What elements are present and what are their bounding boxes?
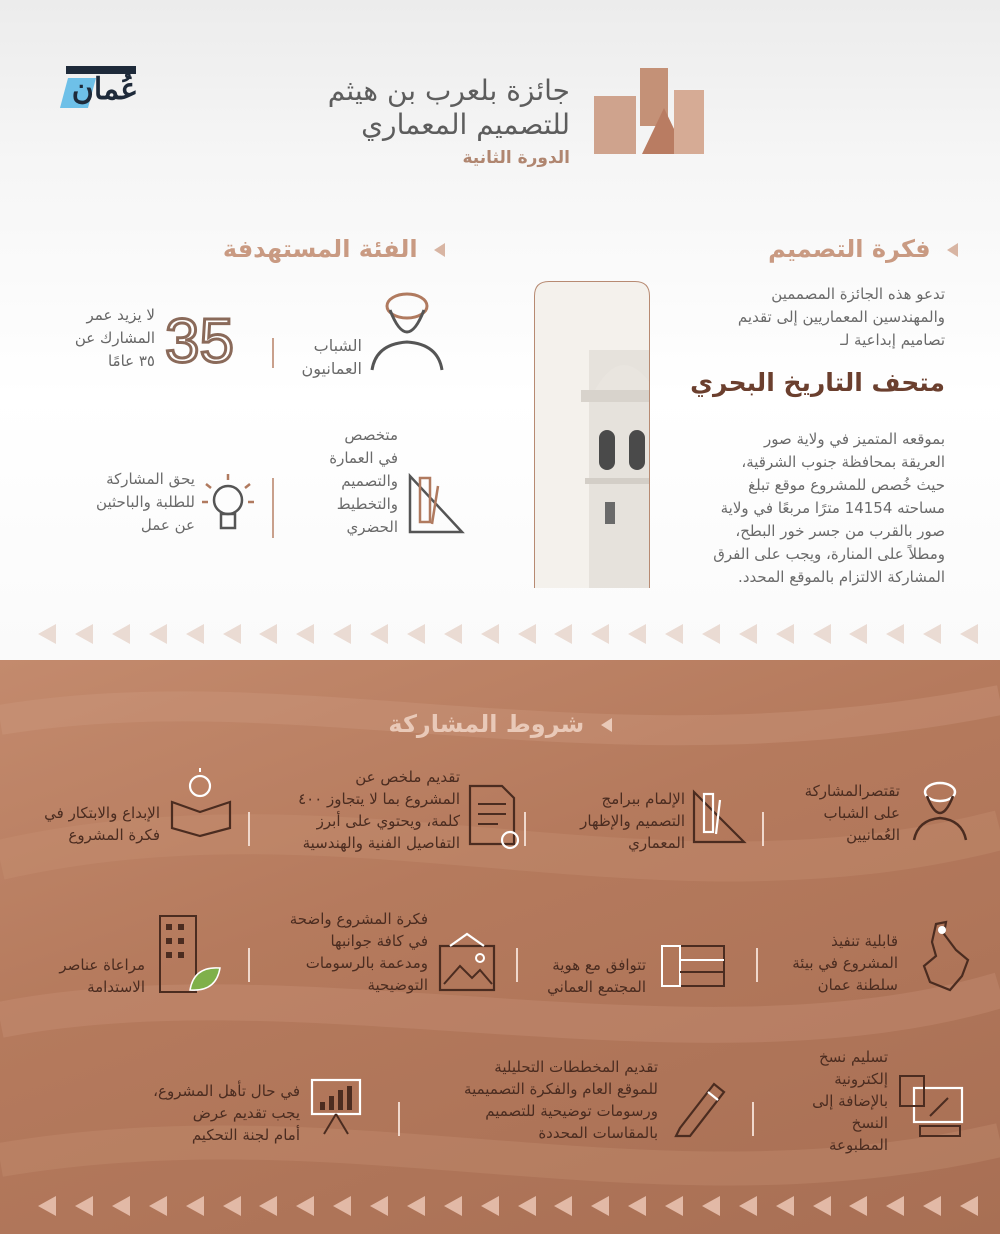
chevron-icon: [739, 624, 757, 644]
chevron-icon: [75, 624, 93, 644]
age-label: [35, 304, 155, 373]
header-edition: الدورة الثانية: [462, 148, 570, 168]
ruler-tools-icon: [692, 790, 746, 844]
condition-line: المطبوعة: [829, 1136, 888, 1154]
condition-line: تقتصرالمشاركة: [804, 782, 900, 800]
divider: [756, 948, 758, 982]
chevron-icon: [739, 1196, 757, 1216]
condition-6: [496, 954, 646, 998]
condition-line: المعماري: [628, 834, 685, 852]
chevron-icon: [223, 624, 241, 644]
intro-line: تصاميم إبداعية لـ: [840, 331, 945, 349]
conditions-title: شروط المشاركة: [388, 710, 585, 738]
chevron-icon: [186, 624, 204, 644]
chevron-icon: [702, 624, 720, 644]
chevron-icon: [518, 624, 536, 644]
target-title: الفئة المستهدفة: [222, 235, 418, 263]
condition-line: تقديم ملخص عن: [355, 768, 460, 786]
condition-line: تسليم نسخ: [818, 1048, 888, 1066]
omani-youth-line: العمانيون: [301, 359, 362, 378]
divider: [272, 338, 274, 368]
condition-line: ورسومات توضيحية للتصميم: [485, 1102, 658, 1120]
chevron-icon: [628, 1196, 646, 1216]
design-idea-title-wrap: [768, 235, 958, 263]
age-line: المشارك عن: [74, 329, 155, 347]
condition-line: بالمقاسات المحددة: [538, 1124, 658, 1142]
condition-line: الاستدامة: [87, 978, 145, 996]
specialist-label: [278, 424, 398, 539]
ruler-tools-icon: [406, 472, 466, 536]
condition-10: [398, 1056, 658, 1144]
condition-line: على الشباب: [823, 804, 900, 822]
condition-line: الإبداع والابتكار في: [44, 804, 160, 822]
picture-frame-icon: [436, 930, 500, 996]
oman-map-icon: [916, 920, 972, 994]
chevron-icon: [149, 624, 167, 644]
divider: [248, 812, 250, 846]
condition-line: سلطنة عمان: [817, 976, 898, 994]
chevron-icon: [591, 624, 609, 644]
condition-line: في كافة جوانبها: [330, 932, 428, 950]
chevron-icon: [112, 1196, 130, 1216]
condition-line: الإلمام ببرامج: [601, 790, 685, 808]
chevron-icon: [38, 624, 56, 644]
chevron-icon: [223, 1196, 241, 1216]
design-body: [645, 428, 945, 589]
omani-man-icon: [912, 780, 972, 842]
chevron-row-top: [38, 624, 978, 646]
condition-line: فكرة المشروع واضحة: [289, 910, 428, 928]
condition-9: [768, 1046, 888, 1156]
chevron-icon: [481, 624, 499, 644]
header-title-line2: للتصميم المعماري: [361, 108, 570, 141]
condition-line: إلكترونية: [834, 1070, 888, 1088]
chevron-icon: [407, 624, 425, 644]
condition-line: التصميم والإظهار: [580, 812, 685, 830]
condition-line: للموقع العام والفكرة التصميمية: [464, 1080, 658, 1098]
chevron-icon: [444, 624, 462, 644]
design-intro: [645, 283, 945, 352]
body-line: صور بالقرب من جسر خور البطح،: [735, 522, 945, 540]
chevron-icon: [776, 1196, 794, 1216]
age-number: 35: [165, 307, 234, 376]
omani-youth-line: الشباب: [313, 336, 362, 355]
condition-line: تتوافق مع هوية: [552, 956, 646, 974]
students-line: يحق المشاركة: [106, 470, 195, 488]
chevron-icon: [628, 624, 646, 644]
condition-line: النسخ: [851, 1114, 888, 1132]
condition-line: بالإضافة إلى: [812, 1092, 888, 1110]
intro-line: تدعو هذه الجائزة المصممين: [771, 285, 945, 303]
chevron-icon: [370, 1196, 388, 1216]
chevron-icon: [849, 1196, 867, 1216]
chevron-icon: [886, 624, 904, 644]
chevron-icon: [481, 1196, 499, 1216]
body-line: بموقعه المتميز في ولاية صور: [764, 430, 945, 448]
document-icon: [466, 784, 522, 850]
award-mark-icon: [594, 68, 706, 156]
section-arrow-icon: [434, 243, 445, 257]
divider: [398, 1102, 400, 1136]
chevron-icon: [259, 624, 277, 644]
condition-8: [25, 954, 145, 998]
body-line: حيث خُصص للمشروع موقع تبلغ: [748, 476, 945, 494]
chevron-icon: [849, 624, 867, 644]
condition-line: فكرة المشروع: [68, 826, 160, 844]
condition-line: التفاصيل الفنية والهندسية: [302, 834, 460, 852]
divider: [524, 812, 526, 846]
specialist-line: الحضري: [346, 518, 398, 536]
divider: [516, 948, 518, 982]
chevron-icon: [813, 624, 831, 644]
lightbulb-icon: [200, 470, 256, 540]
omani-man-icon: [368, 290, 446, 372]
newspaper-logo: [60, 62, 150, 122]
condition-7: [258, 908, 428, 996]
chevron-icon: [333, 624, 351, 644]
header-title-line1: جائزة بلعرب بن هيثم: [327, 74, 570, 107]
chevron-icon: [296, 1196, 314, 1216]
chevron-icon: [38, 1196, 56, 1216]
body-line: ومطلاً على المنارة، ويجب على الفرق: [713, 545, 945, 563]
chevron-icon: [665, 1196, 683, 1216]
computer-icon: [898, 1074, 966, 1140]
divider: [762, 812, 764, 846]
museum-name: متحف التاريخ البحري: [690, 368, 945, 397]
chevron-icon: [259, 1196, 277, 1216]
specialist-line: متخصص: [344, 426, 398, 444]
condition-line: المشروع في بيئة: [792, 954, 898, 972]
body-line: مساحته 14154 مترًا مربعًا في ولاية: [720, 499, 945, 517]
body-line: العريقة بمحافظة جنوب الشرقية،: [741, 453, 945, 471]
divider: [248, 948, 250, 982]
condition-4: [20, 802, 160, 846]
oman-flag-icon: [660, 944, 726, 988]
idea-box-icon: [166, 768, 236, 838]
chevron-icon: [776, 624, 794, 644]
section-arrow-icon: [601, 718, 612, 732]
condition-line: ومدعمة بالرسومات: [305, 954, 428, 972]
condition-11: [130, 1080, 300, 1146]
chevron-icon: [444, 1196, 462, 1216]
condition-line: المجتمع العماني: [547, 978, 646, 996]
section-arrow-icon: [947, 243, 958, 257]
logo-text: عُمان: [71, 72, 139, 107]
omani-youth-label: [262, 334, 362, 380]
chevron-icon: [554, 1196, 572, 1216]
chevron-icon: [591, 1196, 609, 1216]
chevron-icon: [960, 1196, 978, 1216]
divider: [272, 478, 274, 538]
condition-line: كلمة، ويحتوي على أبرز: [316, 812, 460, 830]
specialist-line: والتخطيط: [336, 495, 398, 513]
students-line: للطلبة والباحثين: [96, 493, 195, 511]
chevron-icon: [923, 1196, 941, 1216]
divider: [752, 1102, 754, 1136]
condition-line: المشروع بما لا يتجاوز ٤٠٠: [298, 790, 460, 808]
condition-line: مراعاة عناصر: [59, 956, 145, 974]
specialist-line: في العمارة: [329, 449, 398, 467]
chevron-icon: [960, 624, 978, 644]
age-line: لا يزيد عمر: [86, 306, 155, 324]
chevron-icon: [370, 624, 388, 644]
condition-line: تقديم المخططات التحليلية: [494, 1058, 658, 1076]
green-building-icon: [156, 912, 222, 996]
condition-line: التوضيحية: [367, 976, 428, 994]
header: [270, 74, 570, 168]
chevron-icon: [75, 1196, 93, 1216]
students-label: [45, 468, 195, 537]
conditions-title-wrap: [0, 710, 1000, 738]
age-line: ٣٥ عامًا: [107, 352, 155, 370]
chevron-row-bottom: [38, 1196, 978, 1218]
target-title-wrap: [223, 235, 445, 263]
pencil-icon: [670, 1078, 726, 1136]
chevron-icon: [407, 1196, 425, 1216]
condition-line: العُمانيين: [846, 826, 900, 844]
chevron-icon: [813, 1196, 831, 1216]
chevron-icon: [665, 624, 683, 644]
specialist-line: والتصميم: [341, 472, 398, 490]
chevron-icon: [186, 1196, 204, 1216]
chevron-icon: [296, 624, 314, 644]
condition-5: [758, 930, 898, 996]
chevron-icon: [702, 1196, 720, 1216]
condition-line: يجب تقديم عرض: [192, 1104, 300, 1122]
students-line: عن عمل: [140, 516, 195, 534]
condition-1: [760, 780, 900, 846]
chevron-icon: [554, 624, 572, 644]
chevron-icon: [886, 1196, 904, 1216]
chevron-icon: [112, 624, 130, 644]
body-line: المشاركة الالتزام بالموقع المحدد.: [738, 568, 945, 586]
condition-line: في حال تأهل المشروع،: [153, 1082, 300, 1100]
chevron-icon: [333, 1196, 351, 1216]
condition-3: [240, 766, 460, 854]
intro-line: والمهندسين المعماريين إلى تقديم: [737, 308, 945, 326]
presentation-board-icon: [306, 1076, 366, 1136]
condition-2: [535, 788, 685, 854]
chevron-icon: [518, 1196, 536, 1216]
lighthouse-image: [533, 280, 651, 590]
condition-line: أمام لجنة التحكيم: [191, 1126, 300, 1144]
chevron-icon: [923, 624, 941, 644]
chevron-icon: [149, 1196, 167, 1216]
condition-line: قابلية تنفيذ: [831, 932, 898, 950]
design-idea-title: فكرة التصميم: [768, 235, 931, 263]
